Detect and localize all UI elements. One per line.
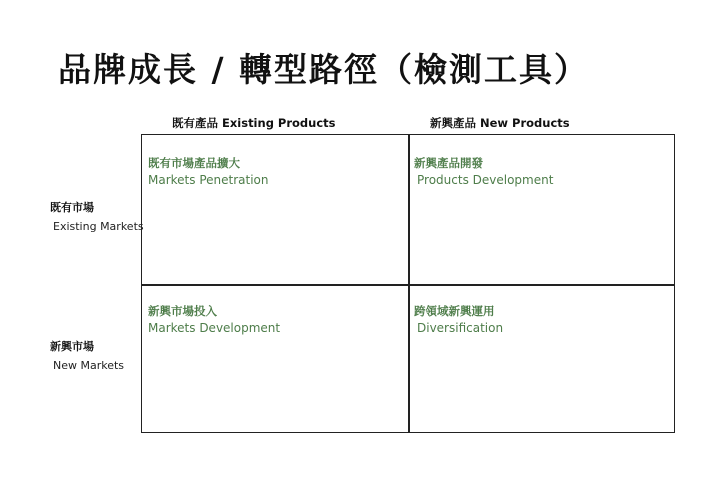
quadrant-market-development: [148, 303, 280, 337]
quadrant-label-en: Products Development: [417, 173, 554, 187]
quadrant-label-en: Diversification: [417, 321, 504, 335]
row-header-zh: 新興市場: [50, 340, 94, 353]
ansoff-matrix-grid: [141, 134, 675, 433]
quadrant-product-development: [414, 155, 553, 189]
horizontal-divider: [142, 284, 674, 286]
column-header-existing-products: 既有產品 Existing Products: [172, 116, 336, 130]
quadrant-label-zh: 新興產品開發: [414, 156, 483, 170]
quadrant-market-penetration: [148, 155, 268, 189]
page-title: 品牌成長 / 轉型路徑（檢測工具）: [58, 50, 590, 89]
row-header-en: Existing Markets: [53, 220, 144, 233]
quadrant-label-zh: 跨領域新興運用: [414, 304, 495, 318]
quadrant-label-en: Markets Development: [148, 321, 281, 335]
row-header-new-markets: [50, 337, 124, 375]
row-header-en: New Markets: [53, 359, 125, 372]
row-header-existing-markets: [50, 198, 144, 236]
quadrant-label-en: Markets Penetration: [148, 173, 269, 187]
row-header-zh: 既有市場: [50, 201, 94, 214]
quadrant-label-zh: 新興市場投入: [148, 304, 217, 318]
quadrant-label-zh: 既有市場產品擴大: [148, 156, 240, 170]
quadrant-diversification: [414, 303, 503, 337]
column-header-new-products: 新興產品 New Products: [430, 116, 570, 130]
